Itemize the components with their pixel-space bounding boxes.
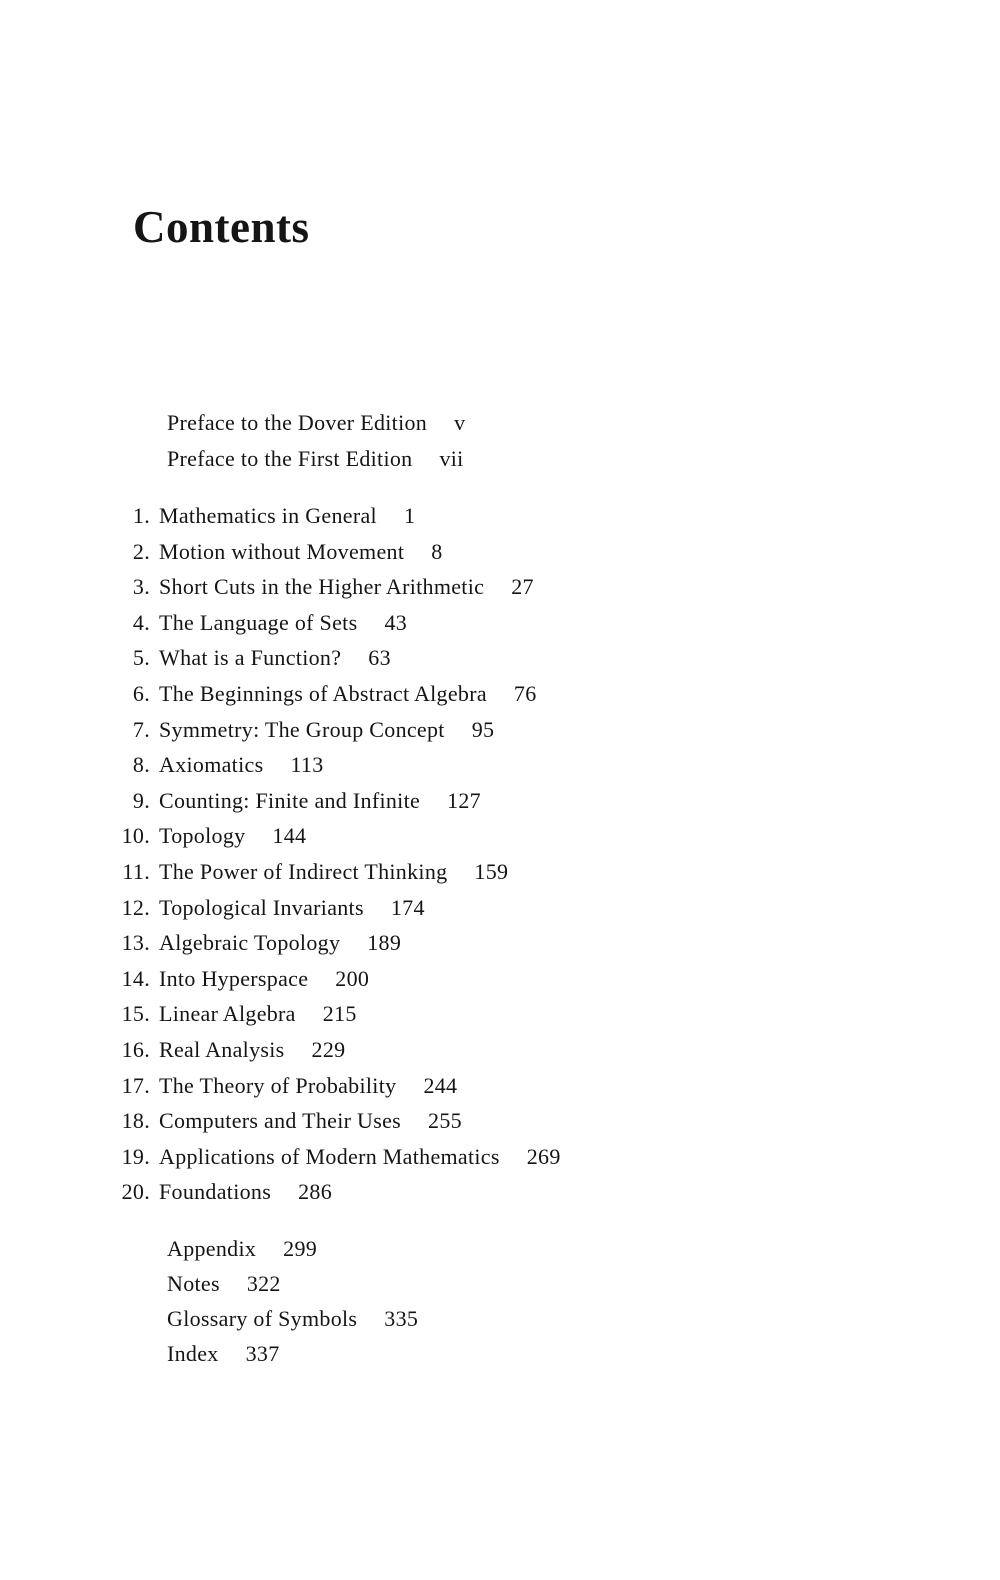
toc-entry-page-number: 322 bbox=[246, 1270, 281, 1296]
toc-chapter-page-number: 229 bbox=[311, 1036, 346, 1062]
toc-chapter-entry bbox=[0, 890, 1000, 926]
toc-chapter-number: 14. bbox=[121, 965, 150, 991]
toc-chapter-page-number: 286 bbox=[298, 1179, 332, 1205]
toc-chapter-page-number: 144 bbox=[272, 823, 307, 849]
toc-chapter-title: Symmetry: The Group Concept bbox=[159, 716, 445, 742]
toc-chapter-entry bbox=[0, 1032, 1000, 1068]
toc-entry-page-number: v bbox=[454, 410, 466, 435]
toc-chapter-number: 1. bbox=[132, 503, 150, 528]
toc-entry-label: Preface to the First Edition bbox=[167, 446, 413, 471]
toc-chapter-title: Topology bbox=[159, 823, 246, 849]
toc-chapter-entry bbox=[0, 747, 1000, 783]
toc-chapter-entry bbox=[0, 640, 1000, 676]
toc-chapter-title: Motion without Movement bbox=[159, 538, 405, 564]
toc-chapter-title: Linear Algebra bbox=[159, 1001, 296, 1027]
toc-chapter-title: The Language of Sets bbox=[159, 609, 358, 635]
chapter-list bbox=[0, 498, 1000, 1210]
toc-chapter-entry bbox=[0, 498, 1000, 534]
toc-chapter-entry bbox=[0, 1103, 1000, 1139]
toc-chapter-number: 2. bbox=[132, 538, 150, 564]
toc-chapter-page-number: 27 bbox=[511, 574, 534, 600]
toc-entry-label: Glossary of Symbols bbox=[167, 1305, 358, 1331]
toc-chapter-number: 4. bbox=[132, 609, 150, 635]
toc-chapter-page-number: 127 bbox=[447, 787, 481, 813]
toc-entry-label: Notes bbox=[167, 1270, 220, 1296]
toc-chapter-title: Counting: Finite and Infinite bbox=[159, 787, 421, 813]
toc-chapter-title: Into Hyperspace bbox=[159, 965, 309, 991]
toc-chapter-title: What is a Function? bbox=[159, 645, 342, 671]
toc-entry-page-number: vii bbox=[439, 446, 464, 471]
toc-chapter-page-number: 43 bbox=[384, 609, 408, 635]
toc-chapter-number: 17. bbox=[121, 1072, 150, 1098]
toc-chapter-page-number: 63 bbox=[368, 645, 391, 671]
toc-chapter-number: 16. bbox=[121, 1036, 150, 1062]
toc-chapter-title: Foundations bbox=[159, 1179, 272, 1205]
toc-chapter-number: 11. bbox=[122, 858, 150, 884]
toc-chapter-number: 19. bbox=[121, 1143, 150, 1169]
page-title: Contents bbox=[133, 202, 310, 252]
toc-entry-label: Appendix bbox=[167, 1235, 257, 1261]
toc-chapter-entry bbox=[0, 1139, 1000, 1175]
toc-chapter-entry bbox=[0, 1174, 1000, 1210]
toc-chapter-entry bbox=[0, 712, 1000, 748]
toc-chapter-page-number: 269 bbox=[526, 1143, 561, 1169]
toc-chapter-number: 15. bbox=[121, 1001, 150, 1027]
toc-chapter-number: 8. bbox=[132, 752, 150, 778]
toc-chapter-page-number: 159 bbox=[474, 858, 509, 884]
toc-chapter-number: 3. bbox=[132, 574, 150, 600]
toc-chapter-page-number: 189 bbox=[367, 930, 402, 956]
toc-chapter-page-number: 255 bbox=[428, 1108, 462, 1134]
front-matter-list bbox=[167, 405, 1000, 477]
toc-chapter-entry bbox=[0, 569, 1000, 605]
toc-chapter-page-number: 1 bbox=[403, 503, 416, 528]
toc-chapter-entry bbox=[0, 854, 1000, 890]
toc-entry bbox=[167, 441, 1000, 477]
toc-chapter-number: 13. bbox=[121, 930, 150, 956]
toc-chapter-title: Mathematics in General bbox=[159, 503, 377, 528]
toc-entry bbox=[167, 405, 1000, 441]
toc-chapter-entry bbox=[0, 925, 1000, 961]
toc-entry-page-number: 335 bbox=[384, 1305, 419, 1331]
toc-chapter-number: 12. bbox=[121, 894, 150, 920]
toc-entry bbox=[167, 1266, 1000, 1301]
toc-entry bbox=[167, 1231, 1000, 1266]
toc-chapter-entry bbox=[0, 783, 1000, 819]
toc-chapter-entry bbox=[0, 1068, 1000, 1104]
toc-chapter-title: Axiomatics bbox=[159, 752, 264, 778]
toc-chapter-page-number: 76 bbox=[513, 680, 537, 706]
toc-chapter-number: 10. bbox=[121, 823, 150, 849]
toc-chapter-title: The Power of Indirect Thinking bbox=[159, 858, 448, 884]
toc-chapter-page-number: 8 bbox=[431, 538, 443, 564]
toc-entry-label: Index bbox=[167, 1340, 219, 1366]
toc-entry bbox=[167, 1301, 1000, 1336]
toc-chapter-title: Applications of Modern Mathematics bbox=[159, 1143, 500, 1169]
toc-chapter-title: Algebraic Topology bbox=[159, 930, 341, 956]
toc-chapter-page-number: 113 bbox=[290, 752, 324, 778]
toc-chapter-entry bbox=[0, 996, 1000, 1032]
toc-chapter-page-number: 200 bbox=[335, 965, 370, 991]
toc-chapter-number: 20. bbox=[121, 1179, 150, 1205]
toc-chapter-title: Computers and Their Uses bbox=[159, 1108, 402, 1134]
toc-chapter-title: Topological Invariants bbox=[159, 894, 364, 920]
toc-chapter-title: The Theory of Probability bbox=[159, 1072, 397, 1098]
toc-entry-page-number: 337 bbox=[245, 1340, 280, 1366]
toc-chapter-title: The Beginnings of Abstract Algebra bbox=[159, 680, 487, 706]
toc-chapter-title: Short Cuts in the Higher Arithmetic bbox=[159, 574, 485, 600]
toc-chapter-title: Real Analysis bbox=[159, 1036, 285, 1062]
toc-chapter-entry bbox=[0, 605, 1000, 641]
toc-chapter-number: 7. bbox=[132, 716, 150, 742]
toc-chapter-page-number: 215 bbox=[322, 1001, 357, 1027]
toc-entry-page-number: 299 bbox=[283, 1235, 318, 1261]
toc-chapter-number: 5. bbox=[132, 645, 150, 671]
toc-chapter-page-number: 95 bbox=[471, 716, 495, 742]
toc-chapter-number: 6. bbox=[132, 680, 150, 706]
toc-entry bbox=[167, 1336, 1000, 1371]
toc-chapter-entry bbox=[0, 676, 1000, 712]
toc-chapter-entry bbox=[0, 818, 1000, 854]
back-matter-list bbox=[167, 1231, 1000, 1371]
toc-chapter-entry bbox=[0, 534, 1000, 570]
toc-chapter-page-number: 174 bbox=[390, 894, 425, 920]
toc-entry-label: Preface to the Dover Edition bbox=[167, 410, 428, 435]
toc-chapter-page-number: 244 bbox=[423, 1072, 458, 1098]
toc-chapter-number: 9. bbox=[132, 787, 150, 813]
toc-chapter-entry bbox=[0, 961, 1000, 997]
toc-chapter-number: 18. bbox=[121, 1108, 150, 1134]
